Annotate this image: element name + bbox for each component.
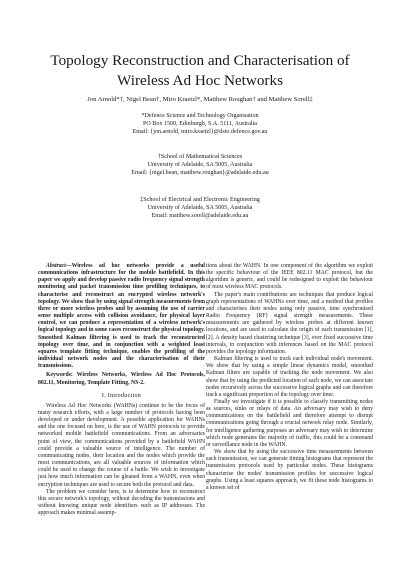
affiliation-line: *Defence Science and Technology Organisation bbox=[141, 113, 259, 119]
affiliation-email: Email: {jon.arnold, miro.kraetzl}@dsto.defence.gov.au bbox=[132, 129, 268, 136]
abstract-lead: Abstract bbox=[46, 263, 66, 269]
affiliation-line: †School of Mathematical Sciences bbox=[157, 154, 243, 160]
affiliation-line: University of Adelaide, SA 5005, Australia bbox=[147, 162, 253, 169]
author-list: Jon Arnold*†, Nigel Bean†, Miro Kraetzl*, Matthew Roughan† and Matthew Sorell‡ bbox=[87, 96, 313, 103]
body-paragraph: The paper's main contributions are techniques that produce logical graph representations of WAHNs over time, and a method that profiles and characterises their nodes using only passive, time synchronised Radio Frequency (RF) signal strength measurements. These measurements are gathered by wireless probes at different known locations, and are used to calculate the origin of each transmission [1], [2]. A density based clustering technique [3], over fixed successive time intervals, in conjunction with inferences based on the MAC protocol provides the topology information. bbox=[206, 291, 373, 355]
right-column bbox=[206, 263, 373, 492]
affiliation-email: Email: matthew.sorell@adelaide.edu.au bbox=[151, 213, 249, 220]
affiliation-email: Email: {nigel.bean, matthew.roughan}@adelaide.edu.au bbox=[131, 170, 269, 177]
affiliation-maths bbox=[60, 153, 340, 177]
title-line-1: Topology Reconstruction and Characterisation of bbox=[50, 52, 350, 69]
body-paragraph: Kalman filtering is used to track each individual node's movement. We show that by using a simple linear dynamics model, smoothed Kalman filters are capable of tracking the node movement. We also show that by using the predicted location of each node, we can associate nodes recursively across the successive logical graphs and can therefore track a significant proportion of the topology over time. bbox=[206, 356, 373, 398]
abstract-body: —Wireless ad hoc networks provide a useful communications infrastructure for the mobile battlefield. In this paper we apply and develop passive radio frequency signal strength monitoring and packet transmission time profiling techniques, to characterise and reconstruct an encrypted wireless network's topology. We show that by using signal strength measurements from three or more wireless probes and by assuming the use of carrier sense multiple access with collision avoidance, for physical layer control, we can produce a representation of a wireless network's logical topology and in some cases reconstruct the physical topology. Smoothed Kalman filtering is used to track the reconstructed topology over time, and in conjunction with a weighted least squares template fitting technique, enables the profiling of the individual network nodes and the characterisation of their transmissions. bbox=[38, 263, 205, 370]
affiliation-dsto bbox=[60, 112, 340, 136]
affiliation-line: University of Adelaide, SA 5005, Australia bbox=[147, 205, 253, 212]
body-paragraph: Finally we investigate if it is possible to classify transmitting nodes as sources, sinks or relays of data. An adversary may wish to deny communications on the battlefield and therefore attempt to disrupt communications going through a crucial network relay node. Similarly, for intelligence gathering purposes an adversary may wish to determine which node generates the majority of traffic, this could be a command or surveillance node in the WAHN. bbox=[206, 398, 373, 448]
left-column bbox=[38, 263, 205, 517]
affiliation-line: ‡School of Electrical and Electronic Engineering bbox=[140, 197, 260, 203]
section-heading-introduction: I. Introduction bbox=[101, 392, 142, 399]
affiliation-line: PO Box 1500, Edinburgh, S.A. 5111, Australia bbox=[142, 121, 258, 128]
body-paragraph: Wireless Ad Hoc Networks (WAHNs) continue to be the focus of many research efforts, with a large number of protocols having been developed or under development. A possible application for WAHNs and the one focused on here, is the use of WAHN protocols to provide networked mobile battlefield communications. From an adversaries point of view, the communications provided by a battlefield WAHN could provide a valuable source of intelligence. The number of communicating nodes, their location and the nodes which provide the most communications, are all valuable sources of information which could be used to change the course of a battle. We wish to investigate just how much information can be gleaned from a WAHN, even when encryption techniques are used to secure both the protocol and data. bbox=[38, 402, 205, 488]
body-paragraph: The problem we consider here, is to determine how to reconstruct this secure network's topology, without decoding the transmissions and without knowing unique node identifiers such as IP addresses. The approach makes minimal assump- bbox=[38, 488, 205, 517]
title-line-2: Wireless Ad Hoc Networks bbox=[117, 71, 283, 89]
abstract bbox=[38, 263, 205, 370]
affiliation-eee bbox=[60, 196, 340, 220]
paper-title bbox=[30, 51, 370, 90]
body-paragraph: We show that by using the successive time measurements between each transmission, we can generate timing histograms that represent the transmission protocols used by particular nodes. These histograms characterise the nodes' transmission profiles for successive logical graphs. Using a least squares approach, we fit these node histograms to a known set of bbox=[206, 449, 373, 491]
keywords: Keywords: Wireless Networks, Wireless Ad Hoc Protocols, 802.11, Monitoring, Template Fitting, NS-2. bbox=[38, 372, 205, 386]
body-paragraph: tions about the WAHN. In one component of the algorithm we exploit the specific behaviour of the IEEE 802.11 MAC protocol, but the algorithm is generic, and could be redesigned to exploit the behaviour of most wireless MAC protocols. bbox=[206, 263, 373, 291]
